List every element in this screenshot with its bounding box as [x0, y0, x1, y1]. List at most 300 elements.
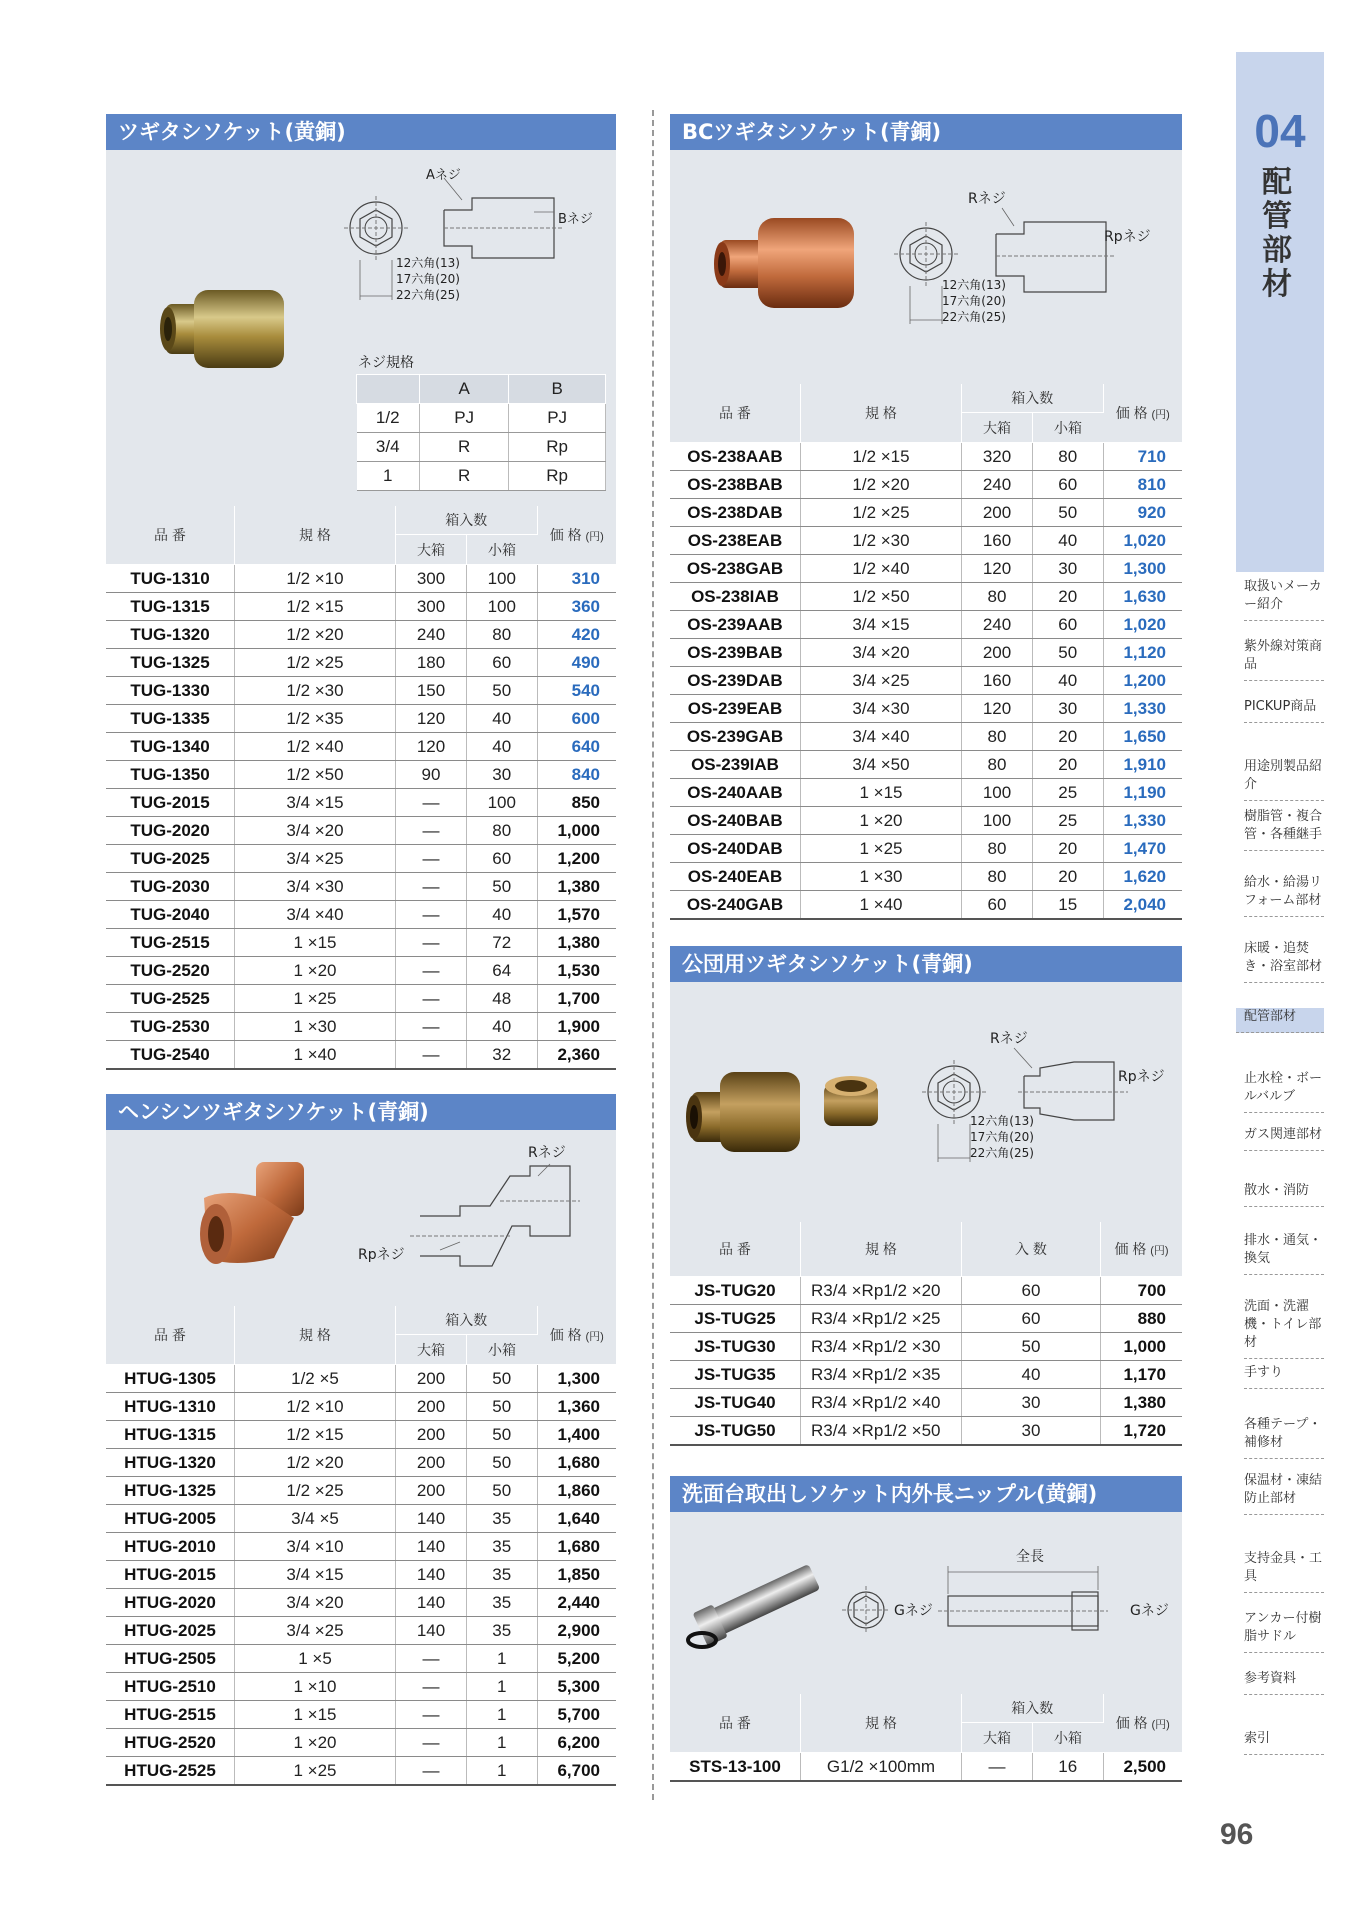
small-box-qty: 64: [467, 957, 538, 985]
small-box-qty: 40: [1033, 667, 1104, 695]
spec: R3/4 ×Rp1/2 ×40: [801, 1389, 962, 1417]
r-thread-label: Rネジ: [968, 191, 1006, 207]
thread-col-a: A: [420, 375, 509, 404]
table-row: [670, 695, 1182, 723]
big-box-qty: 160: [962, 527, 1033, 555]
spec: 1 ×30: [235, 1013, 396, 1041]
hex-size-3: 22六角(25): [942, 310, 1006, 324]
spec: 3/4 ×15: [235, 789, 396, 817]
price: 1,020: [1103, 527, 1182, 555]
price-unit: (円): [1151, 409, 1170, 421]
big-box-qty: 90: [396, 761, 467, 789]
r-thread-label: Rネジ: [528, 1145, 566, 1161]
spec: 1 ×25: [235, 985, 396, 1013]
spec: 1/2 ×30: [801, 527, 962, 555]
sidebar-item[interactable]: 床暖・追焚き・浴室部材: [1244, 940, 1324, 983]
spec: R3/4 ×Rp1/2 ×30: [801, 1333, 962, 1361]
thread-spec-table: [356, 374, 606, 491]
thread-col-blank: [357, 375, 420, 404]
price: 5,200: [537, 1645, 616, 1673]
table-row: [670, 583, 1182, 611]
table-row: [106, 985, 616, 1013]
spec: 1/2 ×40: [801, 555, 962, 583]
product-code: TUG-2525: [106, 985, 235, 1013]
chapter-title: 配管部材: [1262, 165, 1292, 302]
price: 360: [537, 593, 616, 621]
big-box-qty: 120: [962, 555, 1033, 583]
col-price: [1101, 1222, 1183, 1277]
spec: 1 ×40: [801, 891, 962, 920]
sidebar-item[interactable]: 紫外線対策商品: [1244, 638, 1324, 681]
col-spec: 規 格: [235, 1306, 396, 1365]
sidebar-item[interactable]: 止水栓・ボールバルブ: [1244, 1070, 1324, 1113]
price: 1,860: [537, 1477, 616, 1505]
product-code: HTUG-1315: [106, 1421, 235, 1449]
price: 1,120: [1103, 639, 1182, 667]
small-box-qty: 35: [467, 1561, 538, 1589]
table-row: [106, 1617, 616, 1645]
col-box: 箱入数: [962, 384, 1104, 413]
brass-socket-photo: [154, 276, 294, 386]
small-box-qty: 20: [1033, 751, 1104, 779]
qty: 60: [962, 1305, 1101, 1333]
spec: 3/4 ×20: [235, 817, 396, 845]
hex-size-2: 17六角(20): [396, 272, 460, 286]
price: 1,000: [1101, 1333, 1183, 1361]
small-box-qty: 1: [467, 1645, 538, 1673]
table-row: [106, 1589, 616, 1617]
table-row: [106, 593, 616, 621]
price: 810: [1103, 471, 1182, 499]
spec: 3/4 ×5: [235, 1505, 396, 1533]
small-box-qty: 50: [467, 1365, 538, 1393]
small-box-qty: 80: [467, 817, 538, 845]
col-code: 品 番: [670, 1222, 801, 1277]
table-row: [106, 1533, 616, 1561]
table-row: [670, 639, 1182, 667]
small-box-qty: 60: [467, 649, 538, 677]
spec: R3/4 ×Rp1/2 ×35: [801, 1361, 962, 1389]
chapter-tab: [1236, 52, 1324, 572]
table-row: [106, 733, 616, 761]
price-label: 価 格: [549, 1327, 582, 1343]
big-box-qty: 200: [962, 639, 1033, 667]
thread-size: 1: [357, 462, 420, 491]
small-box-qty: 50: [467, 873, 538, 901]
price-table: [670, 1222, 1182, 1446]
small-box-qty: 60: [1033, 611, 1104, 639]
price-unit: (円): [585, 531, 604, 543]
price: 420: [537, 621, 616, 649]
big-box-qty: 80: [962, 835, 1033, 863]
spec: 3/4 ×50: [801, 751, 962, 779]
table-row: [106, 649, 616, 677]
price: 2,440: [537, 1589, 616, 1617]
table-row: [670, 723, 1182, 751]
big-box-qty: 140: [396, 1533, 467, 1561]
big-box-qty: 140: [396, 1505, 467, 1533]
sidebar-item[interactable]: 取扱いメーカー紹介: [1244, 578, 1324, 621]
price: 1,910: [1103, 751, 1182, 779]
sidebar-item[interactable]: アンカー付樹脂サドル: [1244, 1610, 1324, 1653]
big-box-qty: 100: [962, 779, 1033, 807]
price-table: [670, 1694, 1182, 1782]
chapter-number: 04: [1254, 105, 1306, 157]
spec: 3/4 ×10: [235, 1533, 396, 1561]
sidebar-item[interactable]: 保温材・凍結防止部材: [1244, 1472, 1324, 1515]
product-code: OS-239GAB: [670, 723, 801, 751]
product-code: OS-240EAB: [670, 863, 801, 891]
price: 1,570: [537, 901, 616, 929]
section-title: BCツギタシソケット(青銅): [670, 114, 1182, 150]
product-code: OS-238BAB: [670, 471, 801, 499]
thread-size: 3/4: [357, 433, 420, 462]
small-box-qty: 100: [467, 593, 538, 621]
small-box-qty: 30: [1033, 695, 1104, 723]
big-box-qty: 300: [396, 593, 467, 621]
product-figure: [670, 982, 1182, 1222]
price: 700: [1101, 1277, 1183, 1305]
section-title: 公団用ツギタシソケット(青銅): [670, 946, 1182, 982]
sidebar-item[interactable]: 散水・消防: [1244, 1182, 1324, 1207]
spec: 1/2 ×20: [235, 621, 396, 649]
big-box-qty: 200: [396, 1393, 467, 1421]
js-socket-photo: [684, 1062, 904, 1172]
sidebar-item[interactable]: 手すり: [1244, 1364, 1324, 1389]
small-box-qty: 1: [467, 1673, 538, 1701]
product-code: OS-239IAB: [670, 751, 801, 779]
product-code: OS-239EAB: [670, 695, 801, 723]
price: 1,330: [1103, 695, 1182, 723]
small-box-qty: 40: [467, 901, 538, 929]
product-code: TUG-2540: [106, 1041, 235, 1070]
big-box-qty: —: [396, 1645, 467, 1673]
small-box-qty: 25: [1033, 807, 1104, 835]
big-box-qty: —: [396, 1673, 467, 1701]
spec: 1/2 ×25: [235, 1477, 396, 1505]
price: 640: [537, 733, 616, 761]
product-code: TUG-1340: [106, 733, 235, 761]
big-box-qty: —: [396, 789, 467, 817]
col-spec: 規 格: [801, 1694, 962, 1753]
product-code: TUG-1325: [106, 649, 235, 677]
sidebar-item[interactable]: 各種テープ・補修材: [1244, 1416, 1324, 1459]
big-box-qty: 150: [396, 677, 467, 705]
product-code: OS-240BAB: [670, 807, 801, 835]
big-box-qty: —: [396, 1041, 467, 1070]
col-box: 箱入数: [962, 1694, 1104, 1723]
big-box-qty: 300: [396, 565, 467, 593]
table-row: [670, 1753, 1182, 1782]
overall-length-label: 全長: [1016, 1549, 1044, 1565]
price: 6,700: [537, 1757, 616, 1786]
price: 1,200: [537, 845, 616, 873]
col-code: 品 番: [670, 1694, 801, 1753]
small-box-qty: 48: [467, 985, 538, 1013]
big-box-qty: 240: [962, 471, 1033, 499]
small-box-qty: 60: [1033, 471, 1104, 499]
big-box-qty: —: [396, 1701, 467, 1729]
sidebar-item[interactable]: 給水・給湯リフォーム部材: [1244, 874, 1324, 917]
price: 1,400: [537, 1421, 616, 1449]
spec: 1/2 ×10: [235, 565, 396, 593]
spec: 3/4 ×30: [801, 695, 962, 723]
spec: G1/2 ×100mm: [801, 1753, 962, 1782]
product-code: TUG-1350: [106, 761, 235, 789]
price: 6,200: [537, 1729, 616, 1757]
price-label: 価 格: [1114, 1241, 1147, 1257]
table-row: [106, 1673, 616, 1701]
table-row: [106, 1729, 616, 1757]
col-spec: 規 格: [801, 1222, 962, 1277]
col-code: 品 番: [106, 506, 235, 565]
col-spec: 規 格: [801, 384, 962, 443]
sidebar-item[interactable]: ガス関連部材: [1244, 1126, 1324, 1151]
table-row: [670, 1389, 1182, 1417]
product-code: JS-TUG30: [670, 1333, 801, 1361]
table-row: [106, 621, 616, 649]
product-code: JS-TUG20: [670, 1277, 801, 1305]
price: 1,380: [1101, 1389, 1183, 1417]
product-code: HTUG-2010: [106, 1533, 235, 1561]
product-code: HTUG-2525: [106, 1757, 235, 1786]
table-row: [670, 891, 1182, 920]
spec: R3/4 ×Rp1/2 ×20: [801, 1277, 962, 1305]
small-box-qty: 50: [1033, 499, 1104, 527]
table-row: [670, 1305, 1182, 1333]
small-box-qty: 50: [1033, 639, 1104, 667]
big-box-qty: 240: [962, 611, 1033, 639]
hex-size-2: 17六角(20): [942, 294, 1006, 308]
price: 1,170: [1101, 1361, 1183, 1389]
thread-size: 1/2: [357, 404, 420, 433]
qty: 30: [962, 1389, 1101, 1417]
spec: 1 ×5: [235, 1645, 396, 1673]
spec: 1/2 ×25: [235, 649, 396, 677]
small-box-qty: 100: [467, 565, 538, 593]
spec: 3/4 ×30: [235, 873, 396, 901]
section-title: ツギタシソケット(黄銅): [106, 114, 616, 150]
thread-col-b: B: [509, 375, 606, 404]
big-box-qty: 200: [962, 499, 1033, 527]
table-row: [670, 499, 1182, 527]
section-bc: [670, 114, 1182, 920]
price: 1,620: [1103, 863, 1182, 891]
col-big-box: 大箱: [962, 1723, 1033, 1753]
table-row: [106, 929, 616, 957]
table-row: [106, 789, 616, 817]
small-box-qty: 16: [1033, 1753, 1104, 1782]
thread-b: Rp: [509, 462, 606, 491]
col-spec: 規 格: [235, 506, 396, 565]
small-box-qty: 35: [467, 1533, 538, 1561]
product-code: HTUG-2020: [106, 1589, 235, 1617]
thread-a: PJ: [420, 404, 509, 433]
product-code: TUG-2530: [106, 1013, 235, 1041]
hex-size-3: 22六角(25): [970, 1146, 1034, 1160]
table-row: [670, 443, 1182, 471]
sidebar-item[interactable]: 洗面・洗濯機・トイレ部材: [1244, 1298, 1324, 1359]
rp-thread-label: Rpネジ: [1104, 229, 1151, 245]
big-box-qty: 140: [396, 1617, 467, 1645]
product-code: TUG-2515: [106, 929, 235, 957]
table-row: [106, 873, 616, 901]
small-box-qty: 20: [1033, 583, 1104, 611]
sidebar-item[interactable]: 配管部材: [1236, 1008, 1324, 1033]
spec: 1/2 ×35: [235, 705, 396, 733]
price-unit: (円): [1150, 1245, 1169, 1257]
product-figure: [670, 1512, 1182, 1694]
product-figure: [106, 1130, 616, 1306]
price: 1,020: [1103, 611, 1182, 639]
section-tug: [106, 114, 616, 1070]
sidebar-item[interactable]: 索引: [1244, 1730, 1324, 1755]
small-box-qty: 35: [467, 1589, 538, 1617]
small-box-qty: 60: [467, 845, 538, 873]
r-thread-label: Rネジ: [990, 1031, 1028, 1047]
hex-size-1: 12六角(13): [942, 278, 1006, 292]
big-box-qty: 180: [396, 649, 467, 677]
sidebar-item[interactable]: 樹脂管・複合管・各種継手: [1244, 808, 1324, 851]
spec: 1 ×30: [801, 863, 962, 891]
product-code: HTUG-2015: [106, 1561, 235, 1589]
product-code: TUG-2020: [106, 817, 235, 845]
spec: 3/4 ×25: [235, 845, 396, 873]
price: 2,500: [1103, 1753, 1182, 1782]
col-price: [537, 506, 616, 565]
price: 1,470: [1103, 835, 1182, 863]
product-code: OS-238AAB: [670, 443, 801, 471]
spec: 3/4 ×15: [235, 1561, 396, 1589]
table-row: [106, 1421, 616, 1449]
table-row: [106, 1365, 616, 1393]
table-row: [106, 1393, 616, 1421]
table-row: [106, 761, 616, 789]
big-box-qty: 120: [396, 705, 467, 733]
table-row: [670, 667, 1182, 695]
section-title: 洗面台取出しソケット内外長ニップル(黄銅): [670, 1476, 1182, 1512]
price-label: 価 格: [1115, 1715, 1148, 1731]
spec: 1/2 ×15: [801, 443, 962, 471]
big-box-qty: —: [962, 1753, 1033, 1782]
product-code: HTUG-1310: [106, 1393, 235, 1421]
big-box-qty: —: [396, 957, 467, 985]
sidebar-item[interactable]: 排水・通気・換気: [1244, 1232, 1324, 1275]
small-box-qty: 20: [1033, 835, 1104, 863]
big-box-qty: —: [396, 985, 467, 1013]
big-box-qty: 120: [396, 733, 467, 761]
big-box-qty: 80: [962, 863, 1033, 891]
big-box-qty: —: [396, 929, 467, 957]
big-box-qty: 200: [396, 1477, 467, 1505]
price-unit: (円): [585, 1331, 604, 1343]
table-row: [670, 1417, 1182, 1446]
table-row: [106, 677, 616, 705]
offset-diagram: [400, 1146, 590, 1296]
big-box-qty: 160: [962, 667, 1033, 695]
product-figure: [670, 150, 1182, 384]
product-code: TUG-2030: [106, 873, 235, 901]
spec: 1/2 ×5: [235, 1365, 396, 1393]
sidebar-item[interactable]: 支持金具・工具: [1244, 1550, 1324, 1593]
price: 880: [1101, 1305, 1183, 1333]
product-code: HTUG-1320: [106, 1449, 235, 1477]
spec: R3/4 ×Rp1/2 ×25: [801, 1305, 962, 1333]
big-box-qty: 200: [396, 1365, 467, 1393]
product-code: OS-240AAB: [670, 779, 801, 807]
spec: 1/2 ×20: [235, 1449, 396, 1477]
price: 1,680: [537, 1533, 616, 1561]
col-small-box: 小箱: [467, 535, 538, 565]
section-title: ヘンシンツギタシソケット(青銅): [106, 1094, 616, 1130]
price-table: [106, 1306, 616, 1786]
price: 1,720: [1101, 1417, 1183, 1446]
product-code: HTUG-2005: [106, 1505, 235, 1533]
product-code: OS-240GAB: [670, 891, 801, 920]
price: 1,680: [537, 1449, 616, 1477]
product-code: HTUG-1305: [106, 1365, 235, 1393]
price: 920: [1103, 499, 1182, 527]
product-code: JS-TUG50: [670, 1417, 801, 1446]
big-box-qty: 80: [962, 723, 1033, 751]
sidebar-item[interactable]: 用途別製品紹介: [1244, 758, 1324, 801]
product-code: TUG-1315: [106, 593, 235, 621]
big-box-qty: 100: [962, 807, 1033, 835]
sidebar-item[interactable]: 参考資料: [1244, 1670, 1324, 1695]
nipple-diagram: [838, 1558, 1158, 1668]
product-code: JS-TUG25: [670, 1305, 801, 1333]
small-box-qty: 80: [1033, 443, 1104, 471]
page-number: 96: [1220, 1818, 1254, 1851]
small-box-qty: 40: [467, 733, 538, 761]
spec: 3/4 ×25: [801, 667, 962, 695]
spec: 1 ×20: [235, 1729, 396, 1757]
small-box-qty: 30: [1033, 555, 1104, 583]
spec: 3/4 ×40: [235, 901, 396, 929]
table-row: [106, 705, 616, 733]
spec: 1/2 ×40: [235, 733, 396, 761]
price: 840: [537, 761, 616, 789]
spec: 1 ×15: [235, 929, 396, 957]
big-box-qty: 120: [962, 695, 1033, 723]
bronze-socket-photo: [712, 210, 862, 320]
small-box-qty: 1: [467, 1757, 538, 1786]
price-label: 価 格: [549, 527, 582, 543]
spec: 3/4 ×15: [801, 611, 962, 639]
big-box-qty: —: [396, 901, 467, 929]
price: 1,190: [1103, 779, 1182, 807]
qty: 50: [962, 1333, 1101, 1361]
g-thread-label-left: Gネジ: [894, 1603, 933, 1619]
table-row: [670, 527, 1182, 555]
price: 5,700: [537, 1701, 616, 1729]
thread-spec-caption: ネジ規格: [358, 355, 414, 371]
col-count: 入 数: [962, 1222, 1101, 1277]
big-box-qty: —: [396, 1757, 467, 1786]
price: 1,330: [1103, 807, 1182, 835]
table-row: [106, 1645, 616, 1673]
table-row: [670, 1277, 1182, 1305]
col-price: [537, 1306, 616, 1365]
small-box-qty: 40: [1033, 527, 1104, 555]
small-box-qty: 50: [467, 677, 538, 705]
section-sts: [670, 1476, 1182, 1782]
table-row: [106, 1505, 616, 1533]
table-row: [106, 565, 616, 593]
small-box-qty: 1: [467, 1701, 538, 1729]
sidebar-item[interactable]: PICKUP商品: [1244, 698, 1324, 723]
spec: 1/2 ×10: [235, 1393, 396, 1421]
